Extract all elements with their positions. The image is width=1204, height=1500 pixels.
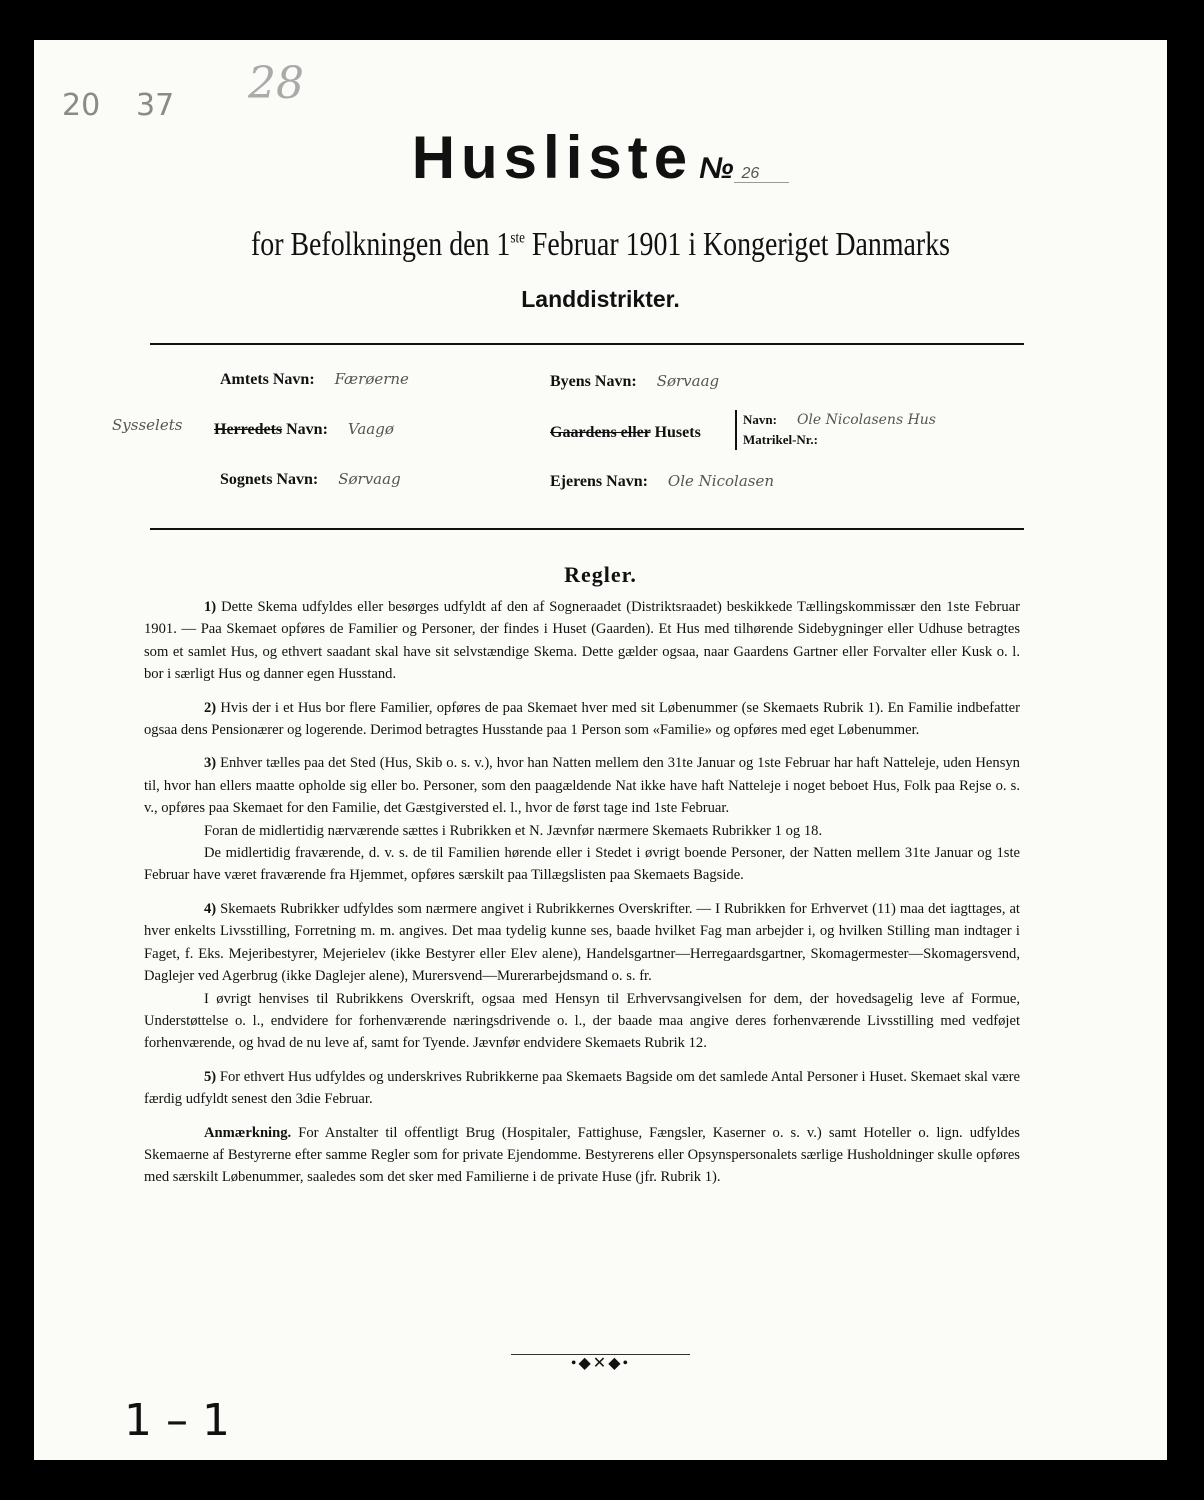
byens-label: Byens Navn: <box>550 373 637 390</box>
rule-4-note <box>144 988 1020 1055</box>
rule-3-label: 3) <box>204 755 217 772</box>
amt-label: Amtets Navn: <box>220 371 315 388</box>
rule-4-note-text: I øvrigt henvises til Rubrikkens Overskrift, ogsaa med Hensyn til Erhvervsangivelsen for dem, der hovedsagelig leve af Formue, Understøttelse o. l., endvidere for forhenværende næringsdrivende o. l., der baade maa angive deres forhenværende Livsstilling med vedføjet forhenværende, og hvad de nu leve af, samt for Tyende. Jævnfør endvidere Skemaets Rubrik 12. <box>144 990 1020 1052</box>
rule-5-text: For ethvert Hus udfyldes og underskrives Rubrikkerne paa Skemaets Bagside om det samlede Antal Personer i Huset. Skemaet skal være færdig udfyldt senest den 3die Februar. <box>144 1068 1020 1108</box>
herred-label: Navn: <box>286 421 328 438</box>
byens-value: Sørvaag <box>656 372 720 390</box>
remark-label: Anmærkning. <box>204 1124 292 1141</box>
rule-2 <box>144 697 1020 742</box>
number-value: 26 <box>734 165 790 183</box>
pencil-number-2: 37 <box>136 88 175 123</box>
number-label: № <box>699 152 734 185</box>
rule-3-note-a-text: Foran de midlertidig nærværende sættes i Rubrikken et N. Jævnfør nærmere Skemaets Rubrikker 1 og 18. <box>204 822 823 839</box>
sogn-value: Sørvaag <box>338 470 401 488</box>
top-divider <box>150 343 1024 345</box>
rule-3-note-b <box>144 842 1020 887</box>
sysel-note: Sysselets <box>112 416 183 434</box>
rule-4-text: Skemaets Rubrikker udfyldes som nærmere angivet i Rubrikkernes Overskrifter. — I Rubrikken for Erhvervet (11) maa det iagttages, at hver enkelts Livsstilling, Forretning m. m. angives. Det maa tydelig kunne ses, baade hvilket Fag man arbejder i, og hvilken Stilling man indtager i Faget, f. Eks. Mejeribestyrer, Mejerielev (ikke Bestyrer eller Elev alene), Handelsgartner—Herregaardsgartner, Skomagermester—Skomagersvend, Daglejer ved Agerbrug (ikke Daglejer alene), Murersvend—Murerarbejdsmand o. s. fr. <box>144 900 1020 985</box>
rules-title: Regler. <box>564 562 637 587</box>
matrikel-label: Matrikel-Nr.: <box>743 432 818 447</box>
ejer-value: Ole Nicolasen <box>667 472 774 490</box>
rule-2-label: 2) <box>204 699 217 716</box>
navn-row <box>743 410 936 430</box>
husets-label: Husets <box>654 424 701 441</box>
sogn-label: Sognets Navn: <box>220 471 319 488</box>
ejer-label: Ejerens Navn: <box>550 473 648 490</box>
rule-1-text: Dette Skema udfyldes eller besørges udfyldt af den af Sogneraadet (Distriktsraadet) beskikkede Tællingskommissær den 1ste Februar 1901. — Paa Skemaet opføres de Familier og Personer, der findes i Huset (Gaarden). Et Hus med tilhørende Sidebygninger eller Udhuse betragtes som et samlet Hus, og ethvert saadant skal have sit selvstændige Skema. Dette gælder ogsaa, naar Gaardens Gartner eller Forvalter eller Kusk o. l. bor i særligt Hus og danner egen Husstand. <box>144 599 1020 683</box>
bottom-divider <box>150 528 1024 530</box>
remark-text: For Anstalter til offentligt Brug (Hospitaler, Fattighuse, Fængsler, Kaserner o. s. v.) samt Hoteller o. lign. udfyldes Skemaerne af Bestyrerne efter samme Regler som for private Ejendomme. Bestyrerens eller Opsynspersonalets særlige Husholdninger skulle opføres med særskilt Løbenummer, saaledes som det sker med Familierne i de private Huse (jfr. Rubrik 1). <box>144 1124 1020 1186</box>
rule-2-text: Hvis der i et Hus bor flere Familier, opføres de paa Skemaet hver med sit Løbenummer (se Skemaets Rubrik 1). En Familie indbefatter ogsaa dens Pensionærer og logerende. Derimod betragtes Husstande paa 1 Person som «Familie» og opføres med eget Løbenummer. <box>144 699 1020 739</box>
ornament-glyph: •◆✕◆• <box>511 1354 690 1372</box>
rule-5 <box>144 1066 1020 1111</box>
herred-value: Vaagø <box>347 420 394 438</box>
navn-label: Navn: <box>743 412 777 427</box>
ejer-field <box>550 472 774 491</box>
rule-3-note-a <box>144 820 1020 842</box>
rule-1-label: 1) <box>204 599 217 615</box>
form-title <box>34 124 1167 191</box>
form-subtitle <box>136 226 1065 264</box>
rule-4 <box>144 898 1020 988</box>
rule-1 <box>144 596 1020 686</box>
pencil-number-1: 20 <box>62 88 101 123</box>
title-main: Husliste <box>411 124 694 191</box>
amt-field <box>220 370 409 389</box>
byens-field <box>550 372 719 391</box>
gaard-strike: Gaardens eller <box>550 424 651 441</box>
ornament-divider <box>34 1345 1167 1372</box>
census-form-page <box>34 40 1167 1460</box>
husets-field <box>550 424 701 442</box>
rule-4-label: 4) <box>204 900 217 917</box>
rules-body <box>144 596 1020 1200</box>
rule-3-note-b-text: De midlertidig fraværende, d. v. s. de til Familien hørende eller i Stedet i øvrigt boende Personer, der Natten mellem 31te Januar og 1ste Februar have været fraværende fra Hjemmet, opføres særskilt paa Tillægslisten paa Skemaets Bagside. <box>144 845 1020 884</box>
navn-value: Ole Nicolasens Hus <box>796 412 936 428</box>
sogn-field <box>220 470 401 489</box>
remark <box>144 1122 1020 1189</box>
husets-bracket <box>735 410 936 450</box>
herred-strike: Herredets <box>214 421 283 438</box>
amt-value: Færøerne <box>334 370 409 388</box>
tally-marks: 1 – 1 <box>124 1395 230 1446</box>
district-label: Landdistrikter. <box>521 286 680 312</box>
rule-3 <box>144 752 1020 819</box>
subtitle-sup: ste <box>510 229 525 247</box>
rule-3-text: Enhver tælles paa det Sted (Hus, Skib o. s. v.), hvor han Natten mellem den 31te Januar og 1ste Februar har haft Natteleje, uden Hensyn til, hvor han ellers maatte opholde sig eller bo. Personer, som den paagældende Nat ikke have haft Natteleje i noget beboet Hus, Folk paa Rejse o. s. v., opføres paa Skemaet for den Familie, det Gæstgiversted el. l., hvor de først tage ind 1ste Februar. <box>144 755 1020 817</box>
herred-field <box>214 420 394 439</box>
subtitle-pre: for Befolkningen den 1 <box>250 226 511 263</box>
rule-5-label: 5) <box>204 1068 217 1085</box>
subtitle-post: Februar 1901 i Kongeriget Danmarks <box>524 226 951 263</box>
pencil-number-3: 28 <box>248 58 304 109</box>
